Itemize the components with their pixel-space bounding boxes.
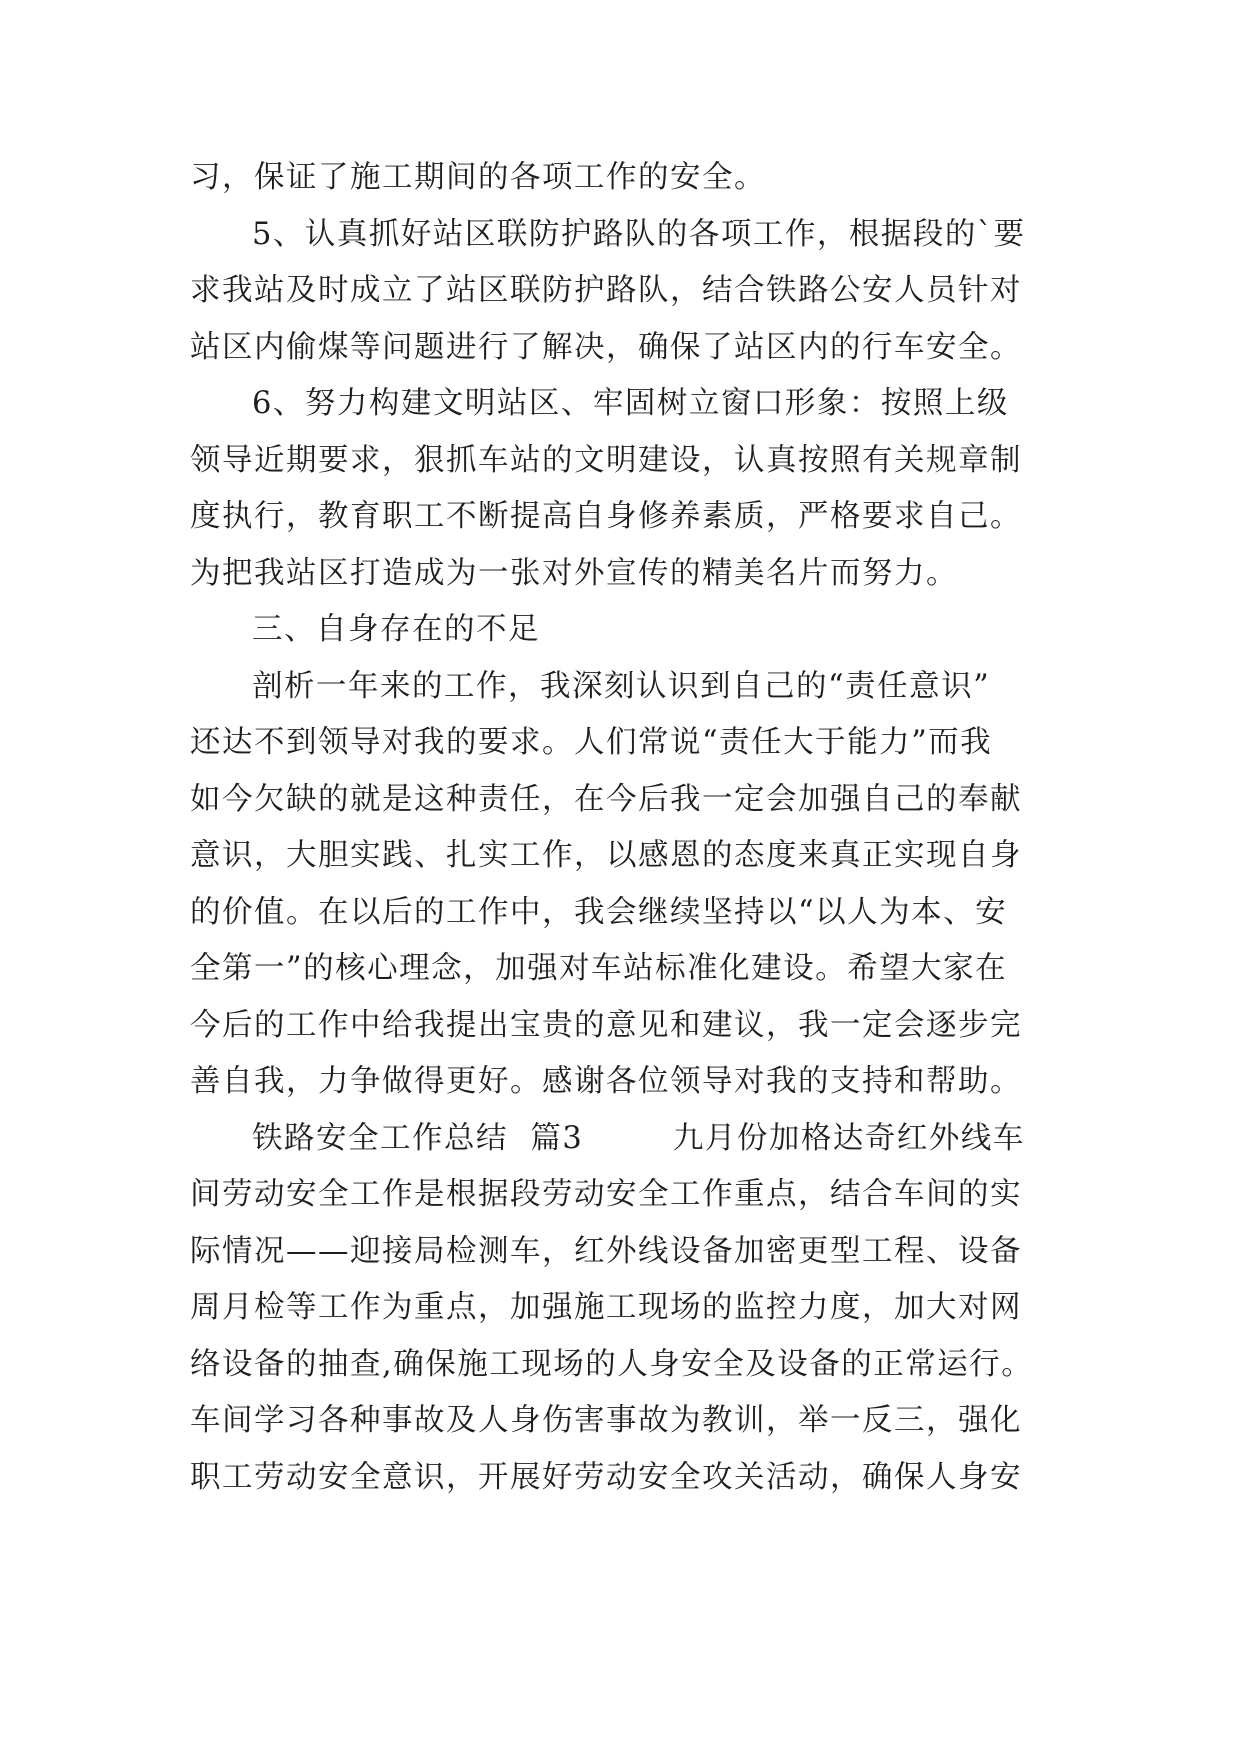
text-line: 习，保证了施工期间的各项工作的安全。 <box>190 160 766 195</box>
text-line: 站区内偷煤等问题进行了解决，确保了站区内的行车安全。 <box>190 329 1022 365</box>
text-line: 度执行，教育职工不断提高自身修养素质，严格要求自己。 <box>190 499 1022 534</box>
text-line: 剖析一年来的工作，我深刻认识到自己的“责任意识” <box>252 668 991 704</box>
section-heading: 三、自身存在的不足 <box>252 612 540 647</box>
text-line: 际情况——迎接局检测车，红外线设备加密更型工程、设备 <box>190 1233 1022 1269</box>
text-line: 6、努力构建文明站区、牢固树立窗口形象：按照上级 <box>252 386 1009 421</box>
text-line: 周月检等工作为重点，加强施工现场的监控力度，加大对网 <box>190 1290 1022 1325</box>
text-line: 5、认真抓好站区联防护路队的各项工作，根据段的`要 <box>252 216 1026 252</box>
text-line: 还达不到领导对我的要求。人们常说“责任大于能力”而我 <box>190 725 993 760</box>
text-line: 间劳动安全工作是根据段劳动安全工作重点，结合车间的实 <box>190 1177 1022 1212</box>
text-line: 的价值。在以后的工作中，我会继续坚持以“以人为本、安 <box>190 894 1008 930</box>
text-line: 领导近期要求，狠抓车站的文明建设，认真按照有关规章制 <box>190 442 1022 478</box>
body-text <box>190 150 1070 1506</box>
text-line: 意识，大胆实践、扎实工作，以感恩的态度来真正实现自身 <box>190 838 1022 873</box>
text-line: 求我站及时成立了站区联防护路队，结合铁路公安人员针对 <box>190 273 1022 308</box>
text-line: 今后的工作中给我提出宝贵的意见和建议，我一定会逐步完 <box>190 1007 1022 1043</box>
text-line: 如今欠缺的就是这种责任，在今后我一定会加强自己的奉献 <box>190 781 1022 817</box>
text-line: 职工劳动安全意识，开展好劳动安全攻关活动，确保人身安 <box>190 1459 1022 1495</box>
text-line: 车间学习各种事故及人身伤害事故为教训，举一反三，强化 <box>190 1403 1022 1438</box>
text-line: 铁路安全工作总结 篇3 九月份加格达奇红外线车 <box>252 1120 1025 1156</box>
text-line: 善自我，力争做得更好。感谢各位领导对我的支持和帮助。 <box>190 1064 1022 1099</box>
text-line: 为把我站区打造成为一张对外宣传的精美名片而努力。 <box>190 555 958 591</box>
text-line: 络设备的抽查,确保施工现场的人身安全及设备的正常运行。 <box>190 1346 1034 1382</box>
text-line: 全第一”的核心理念，加强对车站标准化建设。希望大家在 <box>190 951 1008 986</box>
